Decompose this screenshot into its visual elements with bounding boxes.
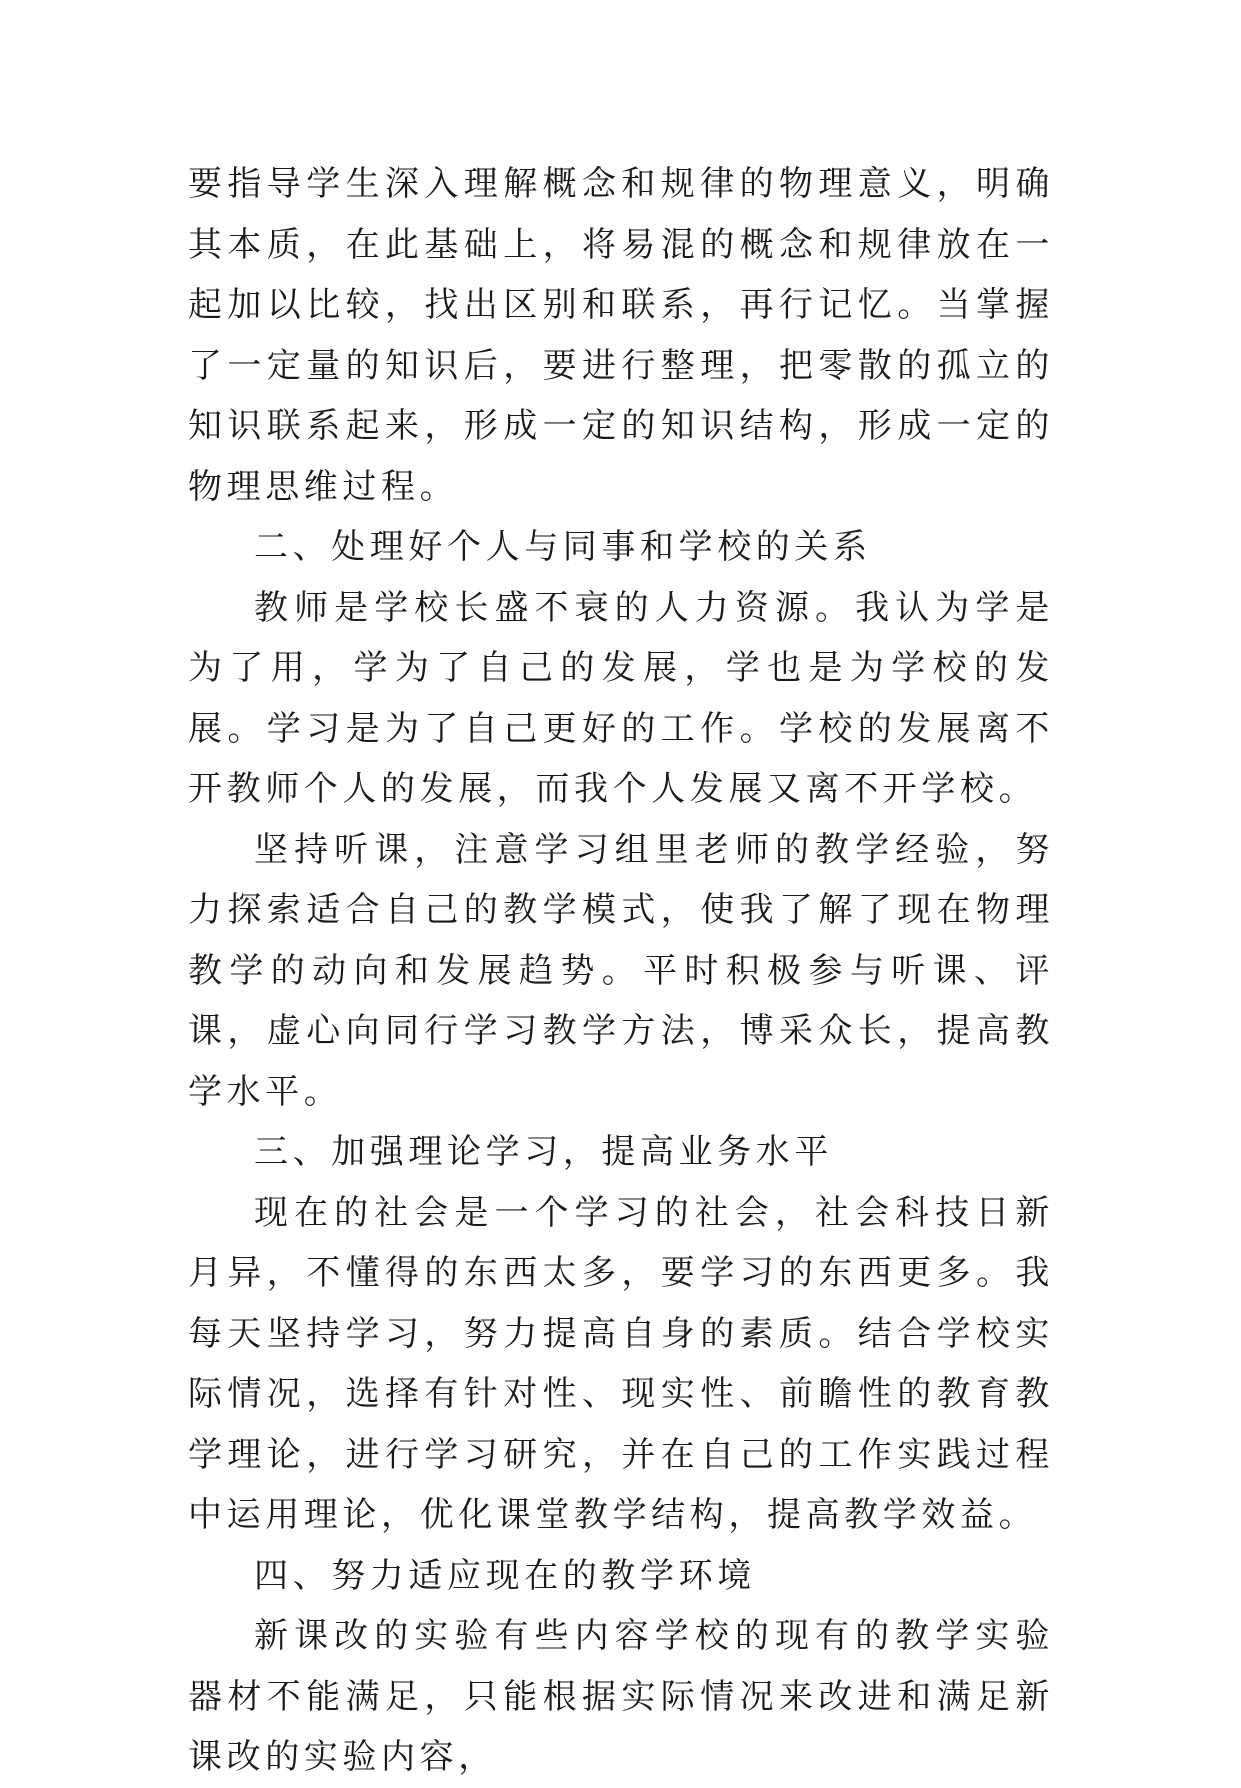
section-heading-3: 三、加强理论学习，提高业务水平 (254, 1132, 833, 1172)
section-heading-2: 二、处理好个人与同事和学校的关系 (254, 527, 872, 567)
document-body (188, 154, 1054, 1788)
section-heading-4: 四、努力适应现在的教学环境 (254, 1555, 756, 1596)
paragraph-continuation: 要指导学生深入理解概念和规律的物理意义，明确其本质，在此基础上，将易混的概念和规律放在一起加以比较，找出区别和联系，再行记忆。当掌握了一定量的知识后，要进行整理，把零散的孤立的知识联系起来，形成一定的知识结构，形成一定的物理思维过程。 (188, 164, 1054, 507)
paragraph-lesson-observation: 坚持听课，注意学习组里老师的教学经验，努力探索适合自己的教学模式，使我了解了现在物理教学的动向和发展趋势。平时积极参与听课、评课，虚心向同行学习教学方法，博采众长，提高教学水平。 (188, 829, 1054, 1112)
paragraph-teacher-resource: 教师是学校长盛不衰的人力资源。我认为学是为了用，学为了自己的发展，学也是为学校的发展。学习是为了自己更好的工作。学校的发展离不开教师个人的发展，而我个人发展又离不开学校。 (188, 587, 1054, 809)
paragraph-new-curriculum: 新课改的实验有些内容学校的现有的教学实验器材不能满足，只能根据实际情况来改进和满足新课改的实验内容， (188, 1616, 1054, 1777)
paragraph-learning-society: 现在的社会是一个学习的社会，社会科技日新月异，不懂得的东西太多，要学习的东西更多。我每天坚持学习，努力提高自身的素质。结合学校实际情况，选择有针对性、现实性、前瞻性的教育教学理论，进行学习研究，并在自己的工作实践过程中运用理论，优化课堂教学结构，提高教学效益。 (188, 1192, 1054, 1535)
